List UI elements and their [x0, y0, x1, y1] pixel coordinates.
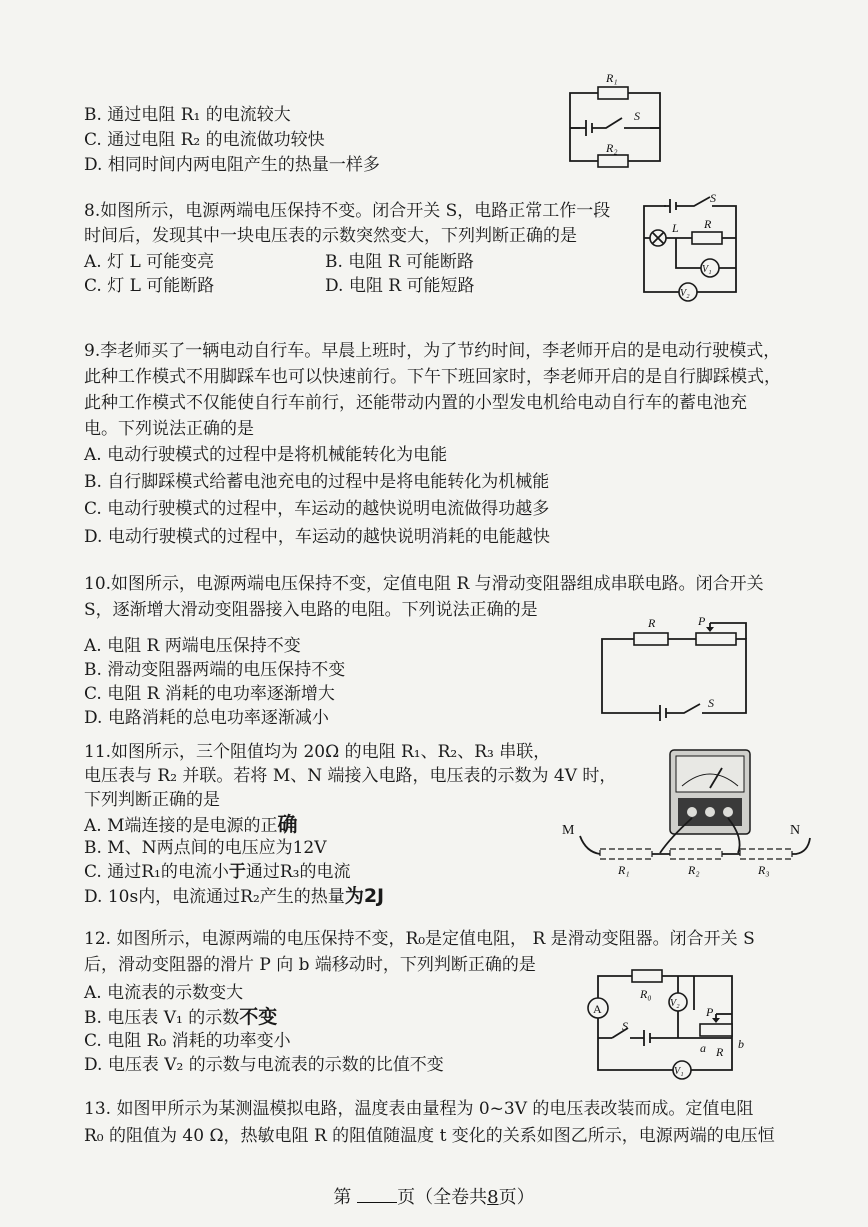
q11-option-c: C. 通过R₁的电流小于通过R₃的电流 [84, 862, 351, 882]
q11-stem-line1: 11.如图所示，三个阻值均为 20Ω 的电阻 R₁、R₂、R₃ 串联， [84, 742, 551, 762]
r1-label: R₁ [606, 71, 618, 85]
q9-stem-line1: 9.李老师买了一辆电动自行车。早晨上班时，为了节约时间，李老师开启的是电动行驶模式， [84, 341, 781, 361]
switch-label: S [708, 696, 714, 710]
terminal-m-label: M [562, 823, 575, 838]
q10-option-b: B. 滑动变阻器两端的电压保持不变 [84, 660, 346, 680]
switch-label: S [622, 1019, 628, 1033]
switch-label: S [710, 191, 716, 205]
v2-label: V₂ [680, 288, 690, 299]
q8-option-c: C. 灯 L 可能断路 [84, 276, 215, 296]
q8-option-a: A. 灯 L 可能变亮 [84, 252, 215, 272]
q9-option-a: A. 电动行驶模式的过程中是将机械能转化为电能 [84, 445, 448, 465]
q12-stem-line2: 后，滑动变阻器的滑片 P 向 b 端移动时，下列判断正确的是 [84, 955, 536, 975]
resistor-label: R [648, 616, 656, 630]
q7-option-b: B. 通过电阻 R₁ 的电流较大 [84, 105, 291, 125]
v1-label: V₁ [702, 264, 712, 275]
q9-stem-line4: 电。下列说法正确的是 [84, 419, 254, 439]
lamp-label: L [672, 221, 679, 235]
q10-stem-line1: 10.如图所示，电源两端电压保持不变，定值电阻 R 与滑动变阻器组成串联电路。闭合开关 [84, 574, 764, 594]
q8-option-d: D. 电阻 R 可能短路 [325, 276, 475, 296]
r3-label: R₃ [758, 863, 770, 877]
q7-option-c: C. 通过电阻 R₂ 的电流做功较快 [84, 130, 325, 150]
q11-stem-line3: 下列判断正确的是 [84, 790, 220, 810]
q9-stem-line2: 此种工作模式不用脚踩车也可以快速前行。下午下班回家时，李老师开启的是自行脚踩模式， [84, 367, 781, 387]
q8-stem-line2: 时间后，发现其中一块电压表的示数突然变大，下列判断正确的是 [84, 226, 577, 246]
end-b-label: b [738, 1037, 744, 1051]
total-pages: 8 [487, 1187, 499, 1208]
r2-label: R₂ [688, 863, 700, 877]
q8-option-b: B. 电阻 R 可能断路 [325, 252, 474, 272]
q11-stem-line2: 电压表与 R₂ 并联。若将 M、N 端接入电路，电压表的示数为 4V 时， [84, 766, 617, 786]
resistor-label: R [704, 217, 712, 231]
q9-stem-line3: 此种工作模式不仅能使自行车前行，还能带动内置的小型发电机给电动自行车的蓄电池充 [84, 393, 747, 413]
q11-option-d: D. 10s内，电流通过R₂产生的热量为2J [84, 885, 385, 907]
q12-option-c: C. 电阻 R₀ 消耗的功率变小 [84, 1031, 291, 1051]
q10-option-c: C. 电阻 R 消耗的电功率逐渐增大 [84, 684, 335, 704]
slider-label: P [706, 1005, 714, 1019]
handwritten-note: 不变 [239, 1006, 278, 1028]
q12-stem-line1: 12. 如图所示，电源两端的电压保持不变，R₀是定值电阻， R 是滑动变阻器。闭合开关 S [84, 929, 755, 949]
q10-option-d: D. 电路消耗的总电功率逐渐减小 [84, 708, 329, 728]
q11-option-a: A. M端连接的是电源的正确 [84, 812, 298, 836]
page-footer: 第 页（全卷共8页） [0, 1183, 868, 1209]
q12-option-d: D. 电压表 V₂ 的示数与电流表的示数的比值不变 [84, 1055, 444, 1075]
circuit-figure-q10 [598, 615, 768, 725]
q9-option-d: D. 电动行驶模式的过程中，车运动的越快说明消耗的电能越快 [84, 527, 550, 547]
q7-option-d: D. 相同时间内两电阻产生的热量一样多 [84, 155, 380, 175]
r2-label: R₂ [606, 141, 618, 155]
slider-label: P [698, 614, 706, 628]
q9-option-b: B. 自行脚踩模式给蓄电池充电的过程中是将电能转化为机械能 [84, 472, 550, 492]
terminal-n-label: N [790, 823, 801, 838]
circuit-figure-q11 [560, 748, 810, 878]
v2-label: V₂ [670, 998, 680, 1009]
handwritten-note: 确 [277, 812, 298, 836]
circuit-figure-q7 [560, 68, 670, 168]
q12-option-b: B. 电压表 V₁ 的示数不变 [84, 1006, 278, 1028]
q8-stem-line1: 8.如图所示，电源两端电压保持不变。闭合开关 S，电路正常工作一段 [84, 201, 611, 221]
q11-option-b: B. M、N两点间的电压应为12V [84, 838, 327, 858]
q13-stem-line2: R₀ 的阻值为 40 Ω，热敏电阻 R 的阻值随温度 t 变化的关系如图乙所示，电源两端的电压恒 [84, 1126, 775, 1146]
end-a-label: a [700, 1041, 706, 1055]
r1-label: R₁ [618, 863, 630, 877]
page-number-blank [357, 1184, 397, 1203]
switch-label: S [634, 109, 640, 123]
q12-option-a: A. 电流表的示数变大 [84, 983, 244, 1003]
circuit-figure-q12 [582, 966, 752, 1086]
circuit-figure-q8 [636, 192, 746, 302]
v1-label: V₁ [674, 1066, 684, 1077]
q9-option-c: C. 电动行驶模式的过程中，车运动的越快说明电流做得功越多 [84, 499, 550, 519]
r0-label: R₀ [640, 987, 652, 1001]
handwritten-note: 为2J [344, 885, 385, 907]
q10-stem-line2: S，逐渐增大滑动变阻器接入电路的电阻。下列说法正确的是 [84, 600, 538, 620]
q13-stem-line1: 13. 如图甲所示为某测温模拟电路，温度表由量程为 0~3V 的电压表改装而成。定值电阻 [84, 1099, 754, 1119]
rheostat-label: R [716, 1045, 724, 1059]
ammeter-label: A [593, 1002, 602, 1016]
handwritten-note: 于 [228, 862, 246, 882]
q10-option-a: A. 电阻 R 两端电压保持不变 [84, 636, 301, 656]
